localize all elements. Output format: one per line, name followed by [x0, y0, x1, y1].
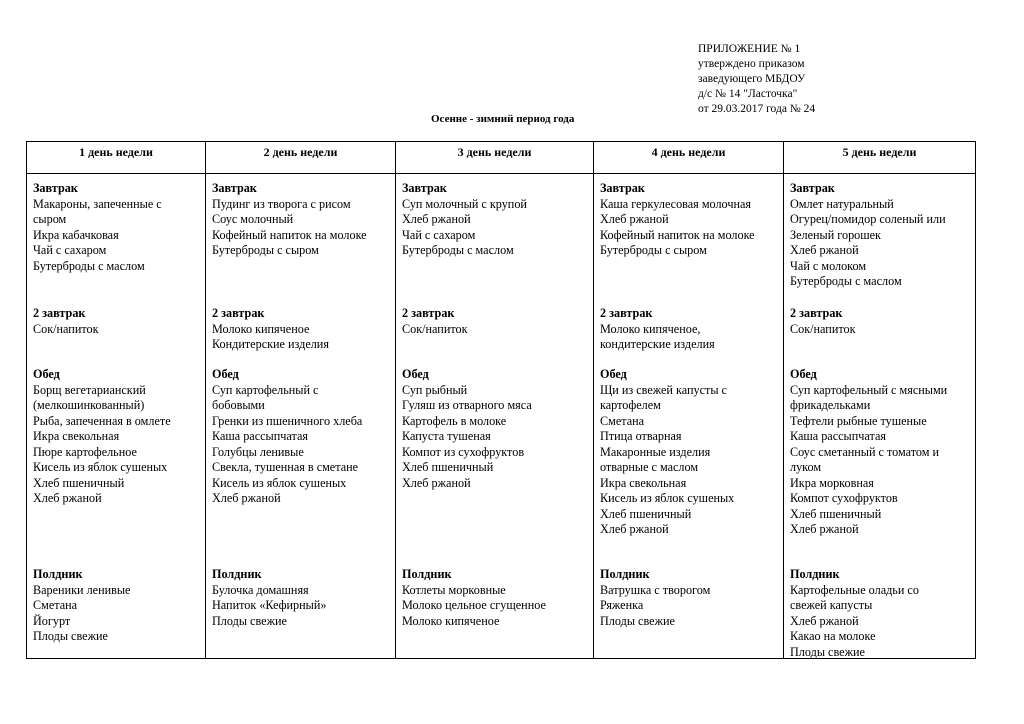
meal-name: Полдник [402, 567, 452, 581]
menu-item: Капуста тушеная [402, 429, 491, 443]
menu-item: Бутерброды с маслом [402, 243, 514, 257]
menu-item: Плоды свежие [600, 613, 675, 628]
menu-item: Кофейный напиток на молоке [600, 227, 755, 242]
menu-item: Сок/напиток [402, 321, 468, 336]
menu-item: Зеленый горошек [790, 227, 881, 242]
menu-item: Суп молочный с крупой [402, 196, 527, 211]
menu-item: Рыба, запеченная в омлете [33, 413, 171, 428]
meal-block-second-breakfast [790, 306, 856, 337]
menu-item: Хлеб ржаной [402, 212, 471, 226]
meal-block-lunch [212, 367, 362, 507]
menu-item: бобовыми [212, 398, 265, 412]
menu-item: Молоко кипяченое [402, 613, 500, 628]
menu-item: Молоко цельное сгущенное [402, 598, 546, 612]
menu-item: Хлеб пшеничный [600, 506, 692, 521]
menu-item: свежей капусты [790, 598, 873, 612]
menu-item: Икра морковная [790, 475, 874, 490]
menu-item: Кисель из яблок сушеных [33, 460, 168, 474]
meal-block-snack [402, 567, 546, 629]
approval-line: от 29.03.2017 года № 24 [698, 103, 816, 115]
meal-name: 2 завтрак [33, 306, 86, 320]
menu-item: Соус молочный [212, 212, 294, 226]
meal-name: Завтрак [790, 181, 835, 195]
menu-item: Икра свекольная [33, 429, 120, 443]
meal-block-breakfast [33, 181, 162, 274]
menu-item: Бутерброды с маслом [33, 258, 145, 273]
meal-name: 2 завтрак [402, 306, 455, 320]
approval-line: утверждено приказом [698, 58, 805, 70]
menu-item: Голубцы ленивые [212, 444, 304, 459]
menu-item: Ватрушка с творогом [600, 582, 711, 597]
menu-item: Картофельные оладьи со [790, 582, 919, 597]
menu-item: Свекла, тушенная в сметане [212, 460, 359, 474]
meal-block-snack [212, 567, 326, 629]
menu-item: Хлеб ржаной [600, 212, 669, 226]
menu-item: Хлеб ржаной [790, 243, 859, 257]
menu-item: Булочка домашняя [212, 582, 309, 597]
day-menu-cell [206, 174, 396, 659]
meal-name: 2 завтрак [600, 306, 653, 320]
menu-item: Бутерброды с сыром [600, 243, 707, 257]
menu-table [26, 141, 976, 659]
menu-item: кондитерские изделия [600, 337, 715, 351]
menu-item: Огурец/помидор соленый или [790, 212, 946, 226]
meal-name: Обед [790, 367, 817, 381]
menu-item: Суп картофельный с [212, 382, 319, 397]
menu-item: Икра кабачковая [33, 227, 119, 242]
menu-item: Хлеб пшеничный [33, 475, 125, 490]
menu-item: Щи из свежей капусты с [600, 382, 727, 397]
meal-name: Завтрак [212, 181, 257, 195]
meal-block-second-breakfast [212, 306, 329, 353]
menu-item: Вареники ленивые [33, 582, 131, 597]
menu-item: Птица отварная [600, 429, 682, 443]
menu-item: Кондитерские изделия [212, 337, 329, 351]
menu-item: Гренки из пшеничного хлеба [212, 413, 363, 428]
meal-block-lunch [402, 367, 532, 491]
menu-item: Чай с сахаром [402, 227, 476, 242]
menu-item: Кисель из яблок сушеных [212, 475, 347, 490]
day-header: 5 день недели [784, 142, 976, 174]
menu-item: Хлеб ржаной [212, 491, 281, 505]
menu-item: Компот сухофруктов [790, 491, 898, 505]
meal-block-breakfast [402, 181, 527, 259]
menu-item: Сметана [600, 413, 645, 428]
day-header: 1 день недели [27, 142, 206, 174]
menu-row [27, 174, 976, 659]
approval-block [698, 42, 815, 117]
menu-item: Чай с сахаром [33, 243, 107, 257]
menu-item: отварные с маслом [600, 460, 699, 474]
day-menu-cell [594, 174, 784, 659]
menu-item: Пудинг из творога с рисом [212, 196, 351, 211]
menu-item: Омлет натуральный [790, 196, 894, 211]
menu-item: Хлеб ржаной [790, 522, 859, 536]
menu-item: Соус сметанный с томатом и [790, 444, 940, 459]
menu-item: Котлеты морковные [402, 582, 506, 597]
day-header-row [27, 142, 976, 174]
menu-item: луком [790, 460, 822, 474]
menu-item: (мелкошинкованный) [33, 398, 145, 412]
meal-name: Полдник [790, 567, 840, 581]
meal-block-breakfast [600, 181, 755, 259]
menu-item: Макароны, запеченные с [33, 196, 162, 211]
menu-item: Хлеб пшеничный [790, 506, 882, 521]
meal-block-second-breakfast [33, 306, 99, 337]
meal-block-breakfast [790, 181, 946, 290]
day-menu-cell [27, 174, 206, 659]
meal-name: Завтрак [600, 181, 645, 195]
menu-item: Молоко кипяченое, [600, 321, 701, 336]
approval-line: заведующего МБДОУ [698, 73, 806, 85]
menu-item: Хлеб ржаной [33, 491, 102, 505]
menu-item: Сок/напиток [33, 321, 99, 336]
menu-item: Ряженка [600, 598, 644, 612]
menu-item: сыром [33, 212, 67, 226]
menu-item: Тефтели рыбные тушеные [790, 413, 927, 428]
meal-block-second-breakfast [600, 306, 715, 353]
menu-item: Хлеб ржаной [600, 522, 669, 536]
menu-item: Плоды свежие [33, 629, 108, 643]
menu-item: Какао на молоке [790, 629, 876, 643]
menu-item: Плоды свежие [212, 613, 287, 628]
menu-item: Каша рассыпчатая [212, 429, 308, 443]
meal-name: Обед [402, 367, 429, 381]
day-header: 2 день недели [206, 142, 396, 174]
meal-block-snack [790, 567, 919, 660]
meal-block-second-breakfast [402, 306, 468, 337]
meal-name: Полдник [33, 567, 83, 581]
day-menu-cell [396, 174, 594, 659]
menu-item: картофелем [600, 398, 661, 412]
menu-item: Борщ вегетарианский [33, 382, 146, 397]
menu-item: Хлеб ржаной [790, 613, 859, 628]
menu-item: Бутерброды с сыром [212, 243, 319, 257]
approval-line: ПРИЛОЖЕНИЕ № 1 [698, 43, 801, 55]
menu-item: Кофейный напиток на молоке [212, 227, 367, 242]
meal-name: 2 завтрак [212, 306, 265, 320]
menu-item: Пюре картофельное [33, 444, 137, 459]
menu-item: Кисель из яблок сушеных [600, 491, 735, 505]
menu-item: Чай с молоком [790, 258, 867, 273]
menu-item: фрикадельками [790, 398, 871, 412]
day-menu-cell [784, 174, 976, 659]
meal-name: Завтрак [33, 181, 78, 195]
day-header: 4 день недели [594, 142, 784, 174]
meal-name: Обед [212, 367, 239, 381]
menu-item: Хлеб пшеничный [402, 460, 494, 474]
menu-item: Гуляш из отварного мяса [402, 398, 532, 412]
menu-item: Икра свекольная [600, 475, 687, 490]
day-header: 3 день недели [396, 142, 594, 174]
meal-block-snack [600, 567, 710, 629]
menu-item: Плоды свежие [790, 644, 865, 659]
menu-item: Молоко кипяченое [212, 321, 310, 336]
meal-block-lunch [600, 367, 734, 538]
period-title: Осенне - зимний период года [431, 113, 575, 125]
menu-item: Каша рассыпчатая [790, 429, 886, 443]
meal-block-lunch [33, 367, 171, 507]
menu-item: Сметана [33, 598, 78, 612]
meal-name: Полдник [212, 567, 262, 581]
meal-name: Обед [600, 367, 627, 381]
meal-name: Обед [33, 367, 60, 381]
menu-item: Картофель в молоке [402, 413, 507, 428]
meal-block-snack [33, 567, 130, 645]
menu-item: Напиток «Кефирный» [212, 598, 327, 612]
menu-item: Хлеб ржаной [402, 475, 471, 490]
menu-item: Суп картофельный с мясными [790, 382, 948, 397]
menu-item: Сок/напиток [790, 321, 856, 336]
meal-name: Полдник [600, 567, 650, 581]
menu-item: Йогурт [33, 613, 71, 628]
meal-block-lunch [790, 367, 947, 538]
meal-name: 2 завтрак [790, 306, 843, 320]
meal-block-breakfast [212, 181, 367, 259]
approval-line: д/с № 14 "Ласточка" [698, 88, 798, 100]
menu-item: Бутерброды с маслом [790, 274, 902, 288]
menu-item: Компот из сухофруктов [402, 444, 525, 459]
meal-name: Завтрак [402, 181, 447, 195]
menu-item: Каша геркулесовая молочная [600, 196, 751, 211]
menu-item: Суп рыбный [402, 382, 468, 397]
menu-item: Макаронные изделия [600, 444, 711, 459]
